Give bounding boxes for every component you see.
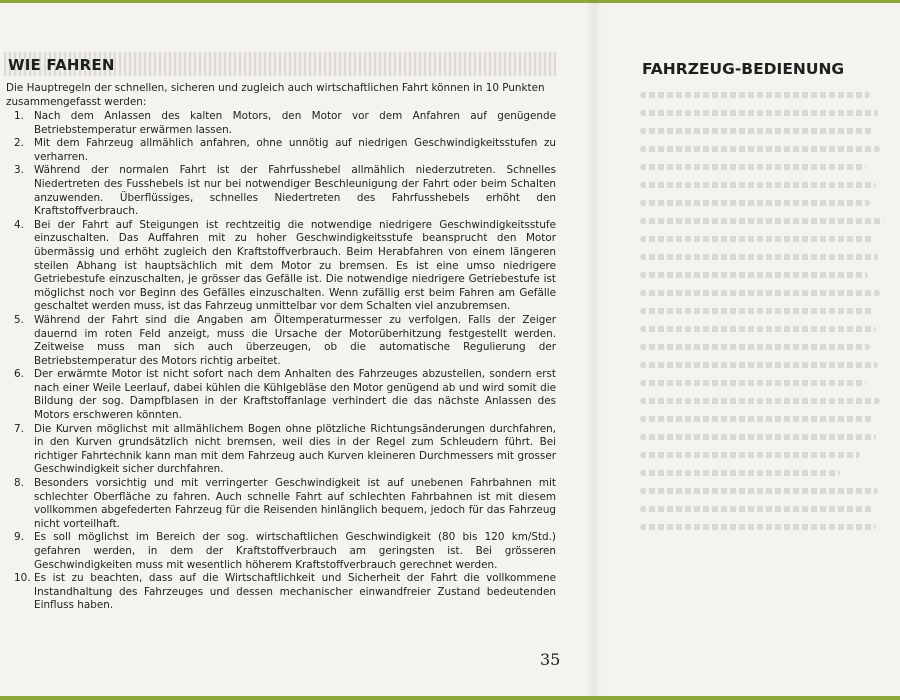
rule-text: Mit dem Fahrzeug allmählich anfahren, ohne unnötig auf niedrigen Geschwindigkeitsstufen zu verharren. <box>34 137 556 163</box>
rule-text: Nach dem Anlassen des kalten Motors, den Motor vor dem Anfahren auf genügende Betriebstemperatur erwärmen lassen. <box>34 110 556 136</box>
rule-text: Der erwärmte Motor ist nicht sofort nach dem Anhalten des Fahrzeuges abzustellen, sondern erst nach einer Weile Leerlauf, dabei kühlen die Kühlgebläse den Motor genügend ab und wird somit die Bildung der sog. Dampfblasen in der Kraftstoffanlage verhindert die das nächste Anlassen des Motors erschweren könnten. <box>34 368 556 422</box>
bleed-line <box>640 290 880 296</box>
rule-text: Während der normalen Fahrt ist der Fahrfusshebel allmählich niederzutreten. Schnelles Niedertreten des Fusshebels ist nur bei notwendiger Beschleunigung der Fahrt oder beim Schalten anzuwenden. Überflüssiges, schnelles Niedertreten des Fahrfusshebels erhöht den Kraftstoffverbrauch. <box>34 164 556 218</box>
rule-number: 1. <box>14 110 24 122</box>
rules-list <box>4 110 556 613</box>
bleed-line <box>640 200 870 206</box>
bleed-line <box>640 326 876 332</box>
bleed-line <box>640 272 868 278</box>
bleed-line <box>640 434 876 440</box>
rule-item <box>4 219 556 314</box>
rule-text: Bei der Fahrt auf Steigungen ist rechtzeitig die notwendige niedrigere Geschwindigkeitsstufe einzuschalten. Das Auffahren mit zu hoher Geschwindigkeitsstufe beansprucht den Motor übermässig und erhöht zugleich den Kraftstoffverbrauch. Beim Herabfahren von einem längeren steilen Abhang ist hauptsächlich mit dem Motor zu bremsen. Es ist eine umso niedrigere Getriebestufe einzuschalten, je grösser das Gefälle ist. Die notwendige niedrigere Getriebestufe ist möglichst noch vor Beginn des Gefälles einzuschalten. Wenn zufällig erst beim Fahren am Gefälle geschaltet werden muss, ist das Fahrzeug unmittelbar vor dem Schalten viel anzubremsen. <box>34 218 556 313</box>
bleed-line <box>640 452 860 458</box>
rule-item <box>4 314 556 368</box>
rule-number: 7. <box>14 422 24 435</box>
rule-text: Die Kurven möglichst mit allmählichem Bogen ohne plötzliche Richtungsänderungen durchfahren, in den Kurven grundsätzlich nicht bremsen, weil dies in der Regel zum Schleudern führt. Bei richtiger Fahrtechnik kann man mit dem Fahrzeug auch Kurven kleineren Durchmessers mit grosser Geschwindigkeit sicher durchfahren. <box>34 422 556 476</box>
rule-number: 10. <box>14 572 31 585</box>
bleed-line <box>640 128 872 134</box>
bleed-line <box>640 218 884 224</box>
rule-number: 6. <box>14 368 24 381</box>
rule-number: 8. <box>14 477 24 490</box>
bottom-border <box>0 696 900 700</box>
rule-number: 4. <box>14 218 24 231</box>
bleed-line <box>640 380 866 386</box>
rule-item <box>4 110 556 137</box>
bleed-line <box>640 92 870 98</box>
section-heading: WIE FAHREN <box>8 56 115 74</box>
rule-number: 3. <box>14 164 24 177</box>
intro-paragraph: Die Hauptregeln der schnellen, sicheren und zugleich auch wirtschaftlichen Fahrt können in 10 Punkten zusammengefasst werden: <box>6 82 545 108</box>
right-page-heading: FAHRZEUG-BEDIENUNG <box>642 60 845 78</box>
rule-item <box>4 423 556 477</box>
rule-text: Es ist zu beachten, dass auf die Wirtschaftlichkeit und Sicherheit der Fahrt die vollkommene Instandhaltung des Fahrzeuges und dessen mechanischer einwandfreier Zustand bedeutenden Einfluss haben. <box>34 572 556 612</box>
rule-item <box>4 137 556 164</box>
bleed-line <box>640 146 880 152</box>
rule-item <box>4 368 556 422</box>
bleed-line <box>640 398 880 404</box>
rule-number: 2. <box>14 137 24 150</box>
rule-text: Es soll möglichst im Bereich der sog. wirtschaftlichen Geschwindigkeit (80 bis 120 km/Std.) gefahren werden, in dem der Kraftstoffverbrauch am geringsten ist. Bei grösseren Geschwindigkeiten muss mit wesentlich höherem Kraftstoffverbrauch gerechnet werden. <box>34 531 556 571</box>
bleed-line <box>640 416 872 422</box>
bleed-line <box>640 254 878 260</box>
right-page <box>600 0 900 696</box>
rule-number: 5. <box>14 313 24 326</box>
page-number: 35 <box>540 650 561 669</box>
rule-item <box>4 477 556 531</box>
bleed-line <box>640 362 878 368</box>
rule-text: Besonders vorsichtig und mit verringerter Geschwindigkeit ist auf unebenen Fahrbahnen mit schlechter Oberfläche zu fahren. Auch schnelle Fahrt auf schlechten Fahrbahnen ist mit diesem vollkommen abgefederten Fahrzeug für die Reisenden hinlänglich bequem, jedoch für das Fahrzeug nicht vorteilhaft. <box>34 477 556 530</box>
rule-item <box>4 572 556 613</box>
bleed-line <box>640 344 870 350</box>
bleed-line <box>640 308 874 314</box>
bleed-line <box>640 110 878 116</box>
bleed-line <box>640 164 866 170</box>
bleed-line <box>640 182 876 188</box>
bleed-line <box>640 488 878 494</box>
rule-number: 9. <box>14 531 24 544</box>
bleed-line <box>640 506 872 512</box>
rule-item <box>4 531 556 572</box>
bleed-line <box>640 236 872 242</box>
bleed-line <box>640 470 840 476</box>
rule-item <box>4 164 556 218</box>
bleed-line <box>640 524 876 530</box>
rule-text: Während der Fahrt sind die Angaben am Öltemperaturmesser zu verfolgen. Falls der Zeiger dauernd im roten Feld anzeigt, muss die Ursache der Motorüberhitzung festgestellt werden. Zeitweise muss man sich auch überzeugen, ob die automatische Regulierung der Betriebstemperatur des Motors richtig arbeitet. <box>34 313 556 367</box>
